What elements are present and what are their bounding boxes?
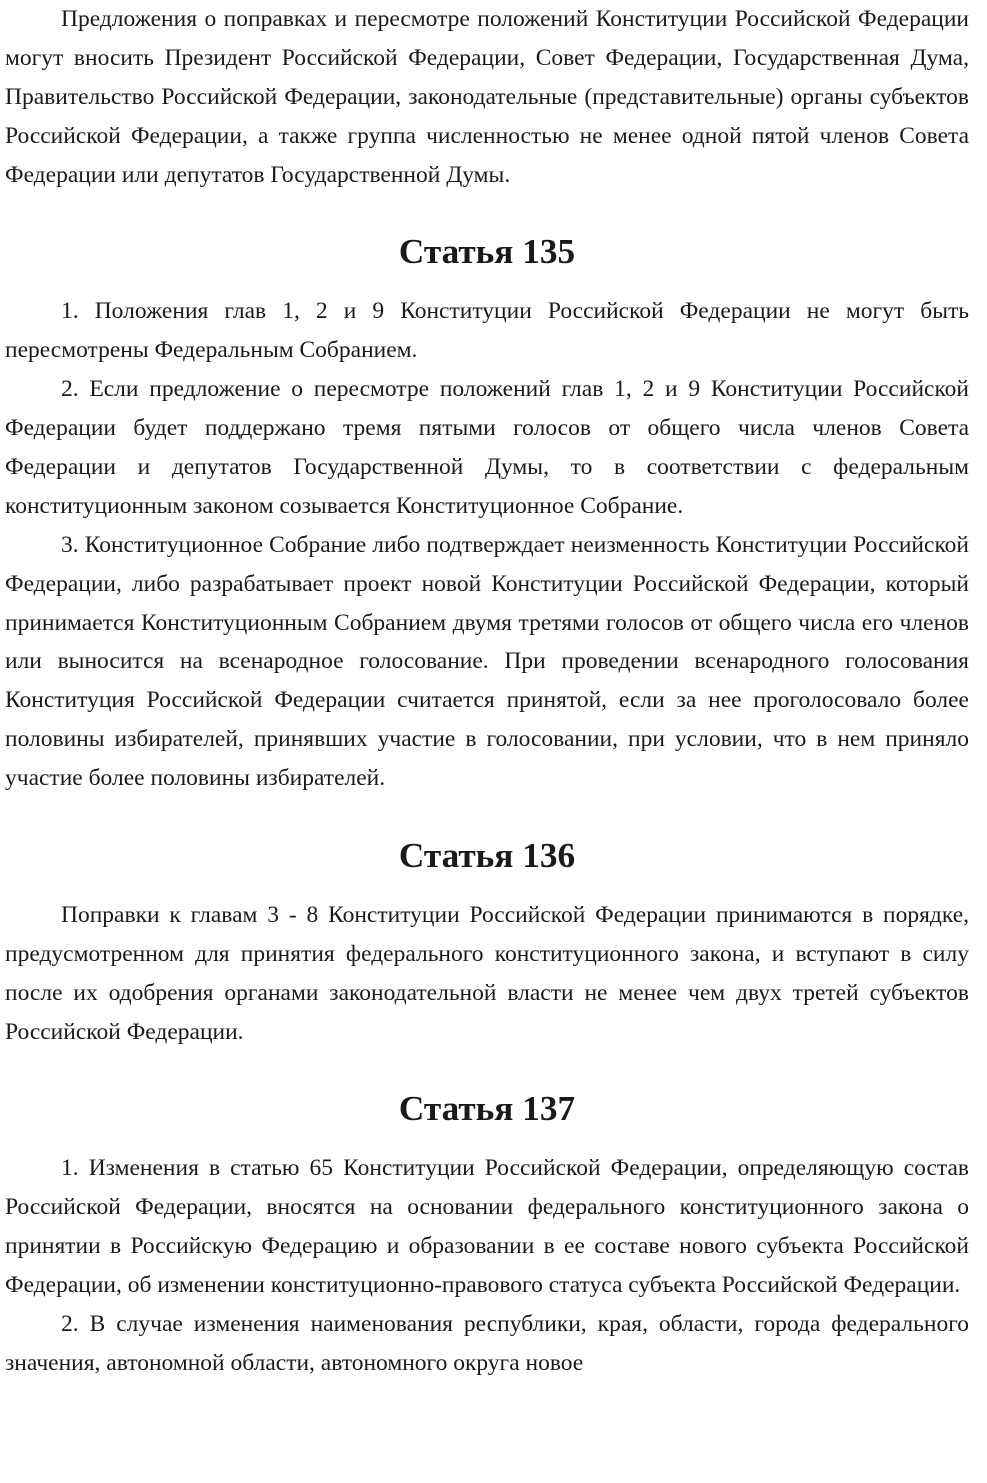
article-137 xyxy=(5,1090,969,1382)
article-paragraph: 1. Изменения в статью 65 Конституции Российской Федерации, определяющую состав Российской Федерации, вносятся на основании федерального конституционного закона о принятии в Российскую Федерацию и образовании в ее составе нового субъекта Российской Федерации, об изменении конституционно-правового статуса субъекта Российской Федерации. xyxy=(5,1155,969,1299)
article-heading: Статья 137 xyxy=(398,1089,576,1129)
article-heading: Статья 135 xyxy=(398,232,576,272)
article-136 xyxy=(5,837,969,1052)
article-paragraph: 2. Если предложение о пересмотре положений глав 1, 2 и 9 Конституции Российской Федерации будет поддержано тремя пятыми голосов от общего числа членов Совета Федерации и депутатов Государственной Думы, то в соответствии с федеральным конституционным законом созывается Конституционное Собрание. xyxy=(5,376,969,519)
article-paragraph: 1. Положения глав 1, 2 и 9 Конституции Российской Федерации не могут быть пересмотрены Федеральным Собранием. xyxy=(5,298,969,364)
article-135 xyxy=(5,233,969,798)
article-paragraph: 2. В случае изменения наименования республики, края, области, города федерального значения, автономной области, автономного округа новое xyxy=(5,1310,969,1376)
article-paragraph: 3. Конституционное Собрание либо подтверждает неизменность Конституции Российской Федерации, либо разрабатывает проект новой Конституции Российской Федерации, который принимается Конституционным Собранием двумя третями голосов от общего числа его членов или выносится на всенародное голосование. При проведении всенародного голосования Конституция Российской Федерации считается принятой, если за нее проголосовало более половины избирателей, принявших участие в голосовании, при условии, что в нем приняло участие более половины избирателей. xyxy=(5,531,969,792)
article-heading: Статья 136 xyxy=(398,836,576,875)
intro-paragraph: Предложения о поправках и пересмотре положений Конституции Российской Федерации могут вносить Президент Российской Федерации, Совет Федерации, Государственная Дума, Правительство Российской Федерации, законодательные (представительные) органы субъектов Российской Федерации, а также группа численностью не менее одной пятой членов Совета Федерации или депутатов Государственной Думы. xyxy=(5,6,969,188)
document-page xyxy=(5,0,969,1383)
article-paragraph: Поправки к главам 3 - 8 Конституции Российской Федерации принимаются в порядке, предусмотренном для принятия федерального конституционного закона, и вступают в силу после их одобрения органами законодательной власти не менее чем двух третей субъектов Российской Федерации. xyxy=(5,901,969,1045)
